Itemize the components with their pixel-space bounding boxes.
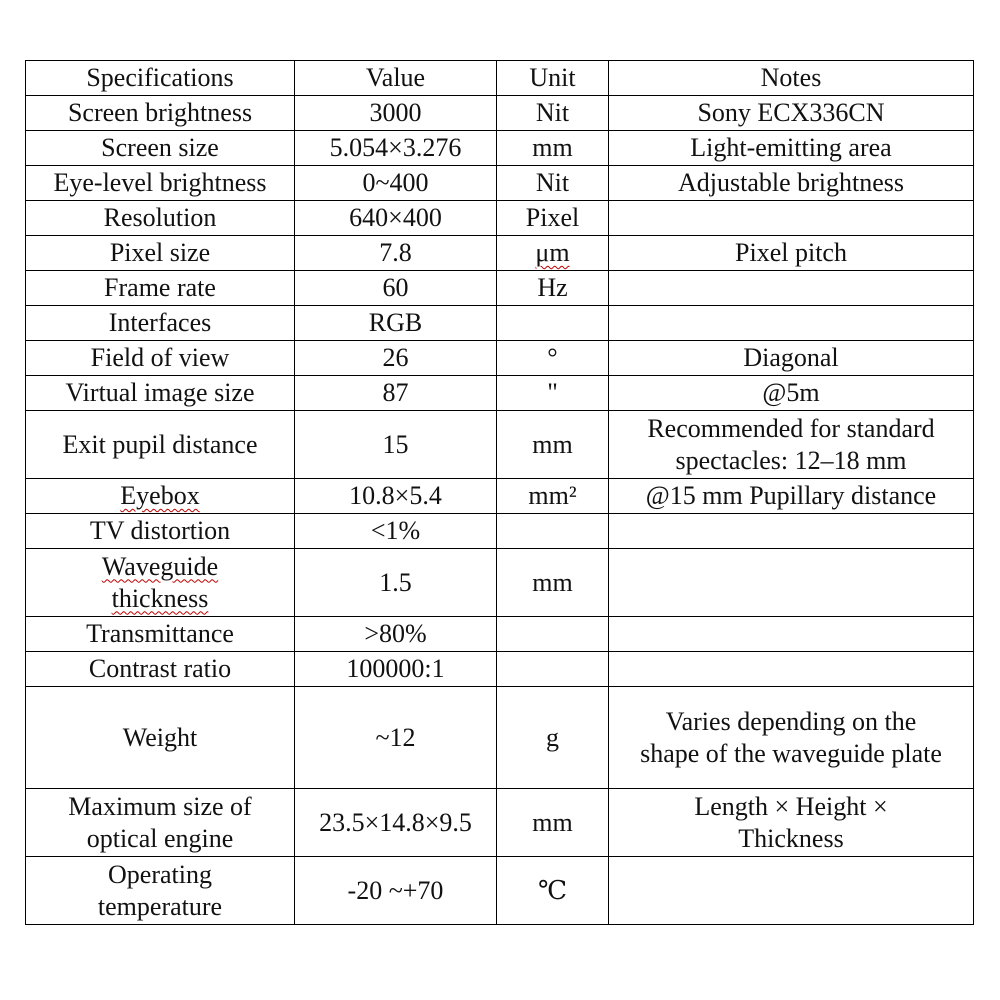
spec-text: Eyebox [120,481,200,510]
table-row [26,687,974,789]
spec-cell: Operating temperature [26,857,295,925]
table-row [26,236,974,271]
unit-cell: g [497,687,609,789]
spec-table-container [25,60,974,925]
spec-cell [26,549,295,617]
spec-cell: Interfaces [26,306,295,341]
unit-cell: Nit [497,166,609,201]
spec-cell: Pixel size [26,236,295,271]
notes-cell: Pixel pitch [609,236,974,271]
table-row [26,166,974,201]
unit-cell: Hz [497,271,609,306]
spec-cell: Field of view [26,341,295,376]
notes-cell [609,549,974,617]
table-row [26,479,974,514]
value-cell: 26 [295,341,497,376]
spec-cell: Screen size [26,131,295,166]
notes-cell [609,652,974,687]
value-text: 7.8 [379,238,412,267]
table-row [26,376,974,411]
unit-cell: mm [497,789,609,857]
notes-cell [609,514,974,549]
spec-cell: TV distortion [26,514,295,549]
unit-cell: mm² [497,479,609,514]
spec-text: Waveguide thickness [101,551,219,613]
header-value: Value [295,61,497,96]
value-cell: 640×400 [295,201,497,236]
value-cell: 15 [295,411,497,479]
unit-cell: " [497,376,609,411]
notes-cell [609,857,974,925]
table-row [26,857,974,925]
value-cell: RGB [295,306,497,341]
notes-cell: Length × Height × Thickness [609,789,974,857]
value-cell: 1.5 [295,549,497,617]
header-notes: Notes [609,61,974,96]
notes-cell: Diagonal [609,341,974,376]
spec-cell: Eye-level brightness [26,166,295,201]
notes-cell: Light-emitting area [609,131,974,166]
table-row [26,411,974,479]
value-cell: >80% [295,617,497,652]
unit-cell [497,652,609,687]
notes-cell [609,271,974,306]
notes-cell: Recommended for standard spectacles: 12–18 mm [609,411,974,479]
spec-cell: Exit pupil distance [26,411,295,479]
unit-cell: mm [497,549,609,617]
notes-cell: Adjustable brightness [609,166,974,201]
table-row [26,652,974,687]
spec-cell: Screen brightness [26,96,295,131]
table-row [26,306,974,341]
notes-cell: Sony ECX336CN [609,96,974,131]
table-row [26,131,974,166]
table-row [26,789,974,857]
value-cell: 0~400 [295,166,497,201]
spec-cell [26,479,295,514]
value-cell: <1% [295,514,497,549]
table-row [26,617,974,652]
value-cell [295,236,497,271]
spec-cell: Transmittance [26,617,295,652]
header-specifications: Specifications [26,61,295,96]
value-cell: 60 [295,271,497,306]
header-unit: Unit [497,61,609,96]
unit-text: μm [535,238,570,267]
unit-cell: ℃ [497,857,609,925]
value-cell: 23.5×14.8×9.5 [295,789,497,857]
unit-cell: Nit [497,96,609,131]
table-row [26,96,974,131]
value-cell: 3000 [295,96,497,131]
table-header-row [26,61,974,96]
notes-cell [609,617,974,652]
spec-cell: Contrast ratio [26,652,295,687]
unit-cell: Pixel [497,201,609,236]
spec-table [25,60,974,925]
spec-cell: Frame rate [26,271,295,306]
unit-cell [497,617,609,652]
table-row [26,514,974,549]
value-cell: ~12 [295,687,497,789]
spec-cell: Virtual image size [26,376,295,411]
table-row [26,201,974,236]
value-cell: 100000:1 [295,652,497,687]
value-cell: 10.8×5.4 [295,479,497,514]
spec-cell: Weight [26,687,295,789]
unit-cell [497,514,609,549]
unit-cell [497,236,609,271]
unit-cell: ° [497,341,609,376]
unit-cell [497,306,609,341]
table-row [26,271,974,306]
table-row [26,341,974,376]
notes-cell: Varies depending on the shape of the waveguide plate [609,687,974,789]
unit-cell: mm [497,131,609,166]
spec-cell: Resolution [26,201,295,236]
value-cell: 5.054×3.276 [295,131,497,166]
spec-cell: Maximum size of optical engine [26,789,295,857]
notes-cell [609,201,974,236]
value-cell: -20 ~+70 [295,857,497,925]
notes-cell: @15 mm Pupillary distance [609,479,974,514]
value-cell: 87 [295,376,497,411]
notes-cell: @5m [609,376,974,411]
notes-cell [609,306,974,341]
table-row [26,549,974,617]
unit-cell: mm [497,411,609,479]
